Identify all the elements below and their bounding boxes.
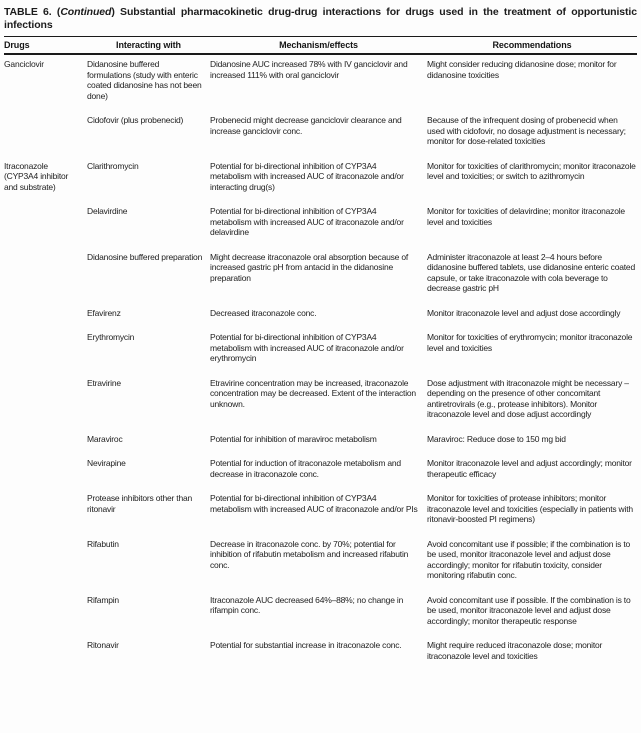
table-row [4,378,637,434]
interacting-cell: Cidofovir (plus probenecid) [87,115,184,125]
table-title-prefix: TABLE 6. ( [4,6,61,18]
interacting-cell: Rifabutin [87,538,119,549]
drug-cell [4,539,87,595]
interacting-cell: Didanosine buffered preparation [87,251,203,262]
interacting-cell: Ritonavir [87,640,119,650]
interacting-cell: Clarithromycin [87,160,139,171]
mechanism-cell: Potential for bi-directional inhibition of CYP3A4 metabolism with increased AUC of itraconazole and/or delavirdine [210,206,404,237]
drug-cell [4,308,87,333]
column-header-mechanism-effects: Mechanism/effects [210,37,427,55]
mechanism-cell: Potential for substantial increase in itraconazole conc. [210,640,402,650]
recommendation-cell: Monitor for toxicities of erythromycin; monitor itraconazole level and toxicities [427,332,633,353]
mechanism-cell: Potential for bi-directional inhibition of CYP3A4 metabolism with increased AUC of itraconazole and/or erythromycin [210,332,404,363]
table-row [4,595,637,641]
recommendation-cell: Dose adjustment with itraconazole might be necessary – depending on the presence of other concomitant antiretrovirals (e.g., protease inhibitors). Monitor itraconazole level and dose adjust accordingly [427,377,629,419]
recommendation-cell: Might consider reducing didanosine dose; monitor for didanosine toxicities [427,59,617,80]
recommendation-cell: Monitor itraconazole level and adjust accordingly; monitor therapeutic efficacy [427,458,632,479]
drug-cell [4,115,87,161]
recommendation-cell: Might require reduced itraconazole dose; monitor itraconazole level and toxicities [427,640,603,661]
table-title-text: ) Substantial pharmacokinetic drug-drug interactions for drugs used in the treatment of opportunistic infections [4,6,637,31]
mechanism-cell: Itraconazole AUC decreased 64%–88%; no change in rifampin conc. [210,594,404,615]
drug-cell [4,640,87,675]
table-row [4,434,637,459]
column-header-recommendations: Recommendations [427,37,637,55]
column-header-drugs: Drugs [4,37,87,55]
mechanism-cell: Potential for inhibition of maraviroc metabolism [210,433,377,444]
mechanism-cell: Potential for bi-directional inhibition of CYP3A4 metabolism with increased AUC of itraconazole and/or interacting drug(s) [210,160,404,192]
mechanism-cell: Decrease in itraconazole conc. by 70%; potential for inhibition of rifabutin metabolism and increased rifabutin conc. [210,538,409,570]
recommendation-cell: Maraviroc: Reduce dose to 150 mg bid [427,433,566,444]
recommendation-cell: Monitor for toxicities of clarithromycin; monitor itraconazole level and toxicities; or switch to azithromycin [427,160,636,181]
recommendation-cell: Avoid concomitant use if possible. If the combination is to be used, monitor itraconazole level and adjust dose accordingly; monitor therapeutic response [427,594,631,626]
interacting-cell: Nevirapine [87,458,126,468]
interacting-cell: Protease inhibitors other than ritonavir [87,493,193,514]
drug-cell [4,434,87,459]
drug-cell: Ganciclovir [4,59,44,69]
mechanism-cell: Potential for induction of itraconazole metabolism and decrease in itraconazole conc. [210,458,401,479]
interacting-cell: Etravirine [87,377,121,388]
drug-cell: Itraconazole (CYP3A4 inhibitor and substrate) [4,160,69,192]
table-row [4,308,637,333]
drug-cell [4,595,87,641]
drug-cell [4,332,87,378]
drug-interactions-table [4,36,637,675]
table-title-continued: Continued [60,6,112,18]
recommendation-cell: Administer itraconazole at least 2–4 hours before didanosine buffered tablets, use didanosine enteric coated capsule, or take itraconazole with cola beverage to decrease gastric pH [427,251,635,293]
recommendation-cell: Monitor for toxicities of protease inhibitors; monitor itraconazole level and toxicities (especially in patients with ritonavir-boosted PI regimens) [427,493,633,524]
header-row [4,37,637,55]
mechanism-cell: Decreased itraconazole conc. [210,307,317,318]
table-row [4,539,637,595]
recommendation-cell: Monitor for toxicities of delavirdine; monitor itraconazole level and toxicities [427,206,625,227]
table-row [4,332,637,378]
drug-cell [4,378,87,434]
drug-cell [4,493,87,539]
mechanism-cell: Didanosine AUC increased 78% with IV ganciclovir and increased 111% with oral ganciclovir [210,59,408,80]
mechanism-cell: Might decrease itraconazole oral absorption because of increased gastric pH from antacid in the didanosine preparation [210,251,409,283]
table-row [4,252,637,308]
drug-cell [4,252,87,308]
interacting-cell: Maraviroc [87,433,123,444]
table-row [4,640,637,675]
interacting-cell: Erythromycin [87,332,135,342]
table-row [4,115,637,161]
mechanism-cell: Etravirine concentration may be increased, itraconazole concentration may be decreased. Extent of the interaction unknown. [210,377,416,409]
drug-cell [4,458,87,493]
table-row [4,493,637,539]
mechanism-cell: Probenecid might decrease ganciclovir clearance and increase ganciclovir conc. [210,115,402,136]
recommendation-cell: Avoid concomitant use if possible; if the combination is to be used, monitor itraconazole level and adjust dose accordingly; monitor for rifabutin toxicity, consider monitoring rifabutin conc. [427,538,631,580]
table-row [4,54,637,115]
recommendation-cell: Because of the infrequent dosing of probenecid when used with cidofovir, no dosage adjustment is necessary; monitor for dose-related toxicities [427,115,626,146]
drug-cell [4,206,87,252]
interacting-cell: Didanosine buffered formulations (study with enteric coated didanosine has not been done) [87,59,202,101]
table-row [4,206,637,252]
mechanism-cell: Potential for bi-directional inhibition of CYP3A4 metabolism with increased AUC of itraconazole and/or PIs [210,493,418,514]
table-row [4,161,637,207]
interacting-cell: Efavirenz [87,307,121,318]
table-title [4,6,637,31]
interacting-cell: Rifampin [87,594,119,605]
interacting-cell: Delavirdine [87,206,128,216]
table-row [4,458,637,493]
column-header-interacting-with: Interacting with [87,37,210,55]
recommendation-cell: Monitor itraconazole level and adjust dose accordingly [427,307,621,318]
